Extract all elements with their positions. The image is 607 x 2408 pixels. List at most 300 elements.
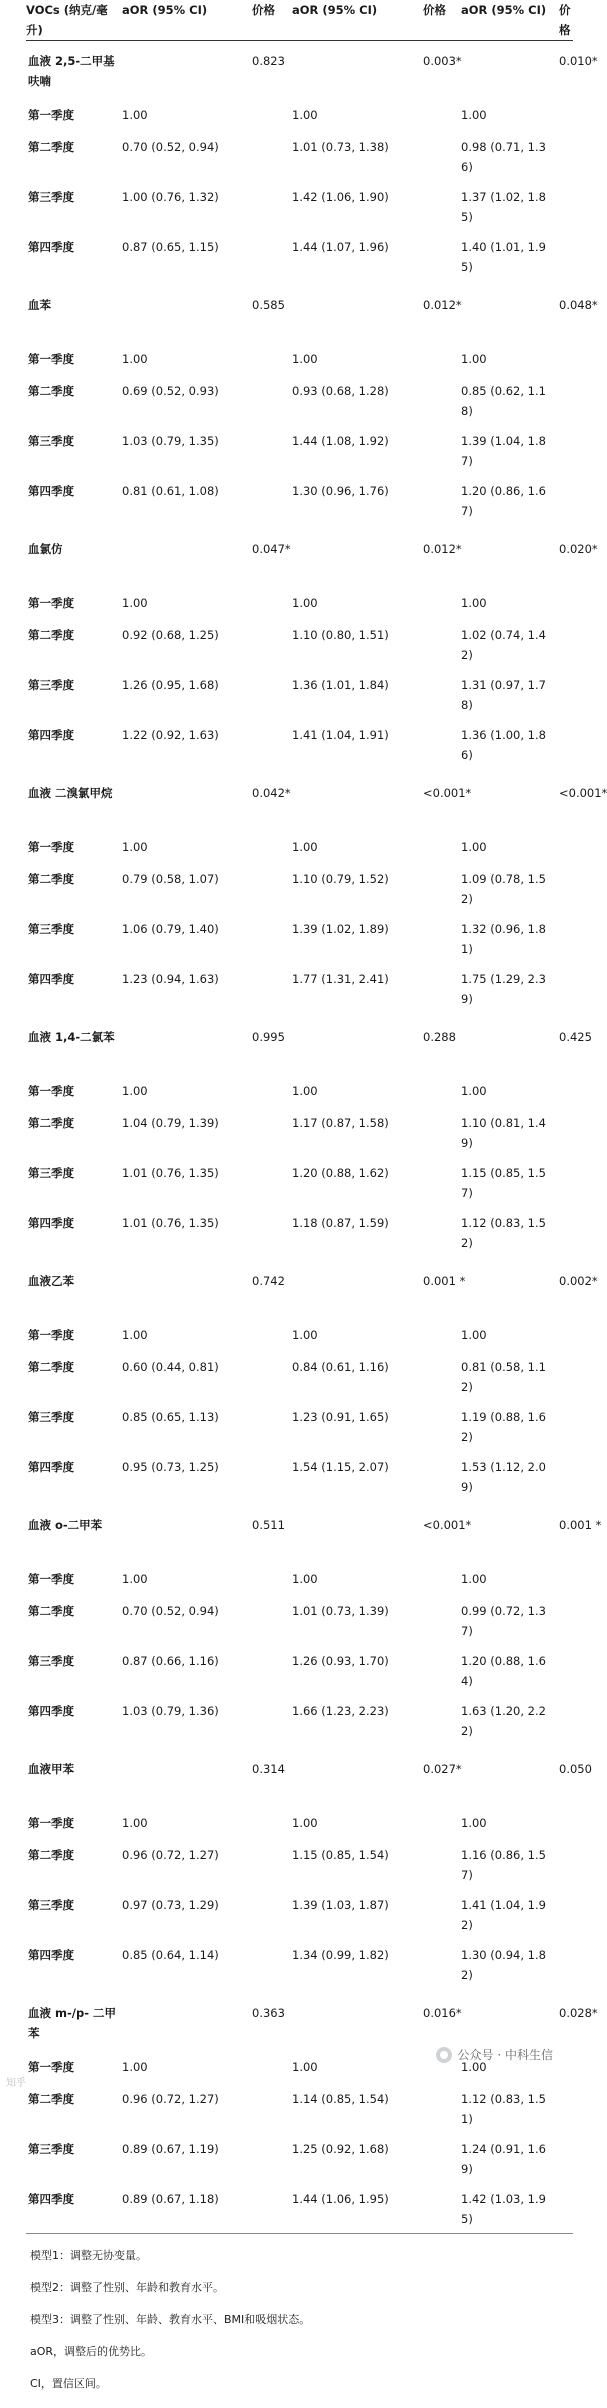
- empty-cell: [423, 1323, 461, 1355]
- empty-cell: [252, 1323, 292, 1355]
- aor-model2: 1.00: [292, 1816, 318, 1830]
- empty-cell: [559, 135, 573, 185]
- empty-cell: [122, 529, 252, 591]
- p-value-model1: 0.363: [252, 2006, 285, 2020]
- aor-model1: 0.69 (0.52, 0.93): [122, 384, 219, 398]
- empty-cell: [122, 1749, 252, 1811]
- quartile-label: 第三季度: [28, 922, 74, 936]
- header-p-model1: 价格: [252, 0, 292, 41]
- aor-model3: 1.00: [461, 1084, 487, 1098]
- aor-model2: 1.23 (0.91, 1.65): [292, 1410, 389, 1424]
- aor-model1: 1.03 (0.79, 1.35): [122, 434, 219, 448]
- empty-cell: [559, 1599, 573, 1649]
- empty-cell: [559, 1811, 573, 1843]
- empty-cell: [461, 529, 559, 591]
- empty-cell: [122, 1261, 252, 1323]
- aor-model1: 0.81 (0.61, 1.08): [122, 484, 219, 498]
- empty-cell: [122, 1017, 252, 1079]
- aor-model1: 1.00: [122, 108, 148, 122]
- quartile-label: 第四季度: [28, 972, 74, 986]
- table-row: [26, 235, 573, 285]
- empty-cell: [559, 967, 573, 1017]
- aor-model2: 1.10 (0.80, 1.51): [292, 628, 389, 642]
- table-row: [26, 379, 573, 429]
- table-row: [26, 429, 573, 479]
- empty-cell: [292, 1261, 423, 1323]
- quartile-label: 第二季度: [28, 1604, 74, 1618]
- table-row: [26, 1355, 573, 1405]
- aor-model3: 0.81 (0.58, 1.12): [461, 1360, 546, 1394]
- aor-model3: 1.00: [461, 1572, 487, 1586]
- aor-model3: 1.37 (1.02, 1.85): [461, 190, 546, 224]
- empty-cell: [559, 2055, 573, 2087]
- aor-model1: 1.03 (0.79, 1.36): [122, 1704, 219, 1718]
- p-value-model2: 0.016*: [423, 2006, 462, 2020]
- group-header-row: [26, 1017, 573, 1079]
- empty-cell: [559, 835, 573, 867]
- note-line: 模型2：调整了性别、年龄和教育水平。: [30, 2281, 224, 2294]
- table-row: [26, 347, 573, 379]
- compound-label: 血液 2,5-二甲基呋喃: [28, 54, 115, 88]
- empty-cell: [559, 2087, 573, 2137]
- watermark: [436, 2046, 553, 2063]
- quartile-label: 第二季度: [28, 384, 74, 398]
- p-value-model1: 0.047*: [252, 542, 291, 556]
- quartile-label: 第二季度: [28, 628, 74, 642]
- empty-cell: [252, 2137, 292, 2187]
- header-p-model3: 价格: [559, 0, 573, 41]
- empty-cell: [423, 1699, 461, 1749]
- empty-cell: [423, 1111, 461, 1161]
- header-vocs: VOCs (纳克/毫升): [26, 0, 122, 41]
- quartile-label: 第三季度: [28, 1166, 74, 1180]
- empty-cell: [559, 185, 573, 235]
- empty-cell: [252, 1405, 292, 1455]
- watermark-left: 知乎: [6, 2078, 26, 2089]
- quartile-label: 第一季度: [28, 596, 74, 610]
- empty-cell: [292, 285, 423, 347]
- note-line: CI，置信区间。: [30, 2377, 107, 2390]
- aor-model3: 1.12 (0.83, 1.51): [461, 2092, 546, 2126]
- aor-model2: 1.00: [292, 1328, 318, 1342]
- table-row: [26, 867, 573, 917]
- empty-cell: [461, 773, 559, 835]
- aor-model3: 1.31 (0.97, 1.78): [461, 678, 546, 712]
- quartile-label: 第一季度: [28, 2060, 74, 2074]
- aor-model2: 1.25 (0.92, 1.68): [292, 2142, 389, 2156]
- aor-model2: 1.00: [292, 1572, 318, 1586]
- aor-model3: 1.00: [461, 596, 487, 610]
- quartile-label: 第三季度: [28, 434, 74, 448]
- quartile-label: 第四季度: [28, 1704, 74, 1718]
- compound-label: 血液 o-二甲苯: [28, 1518, 103, 1532]
- table-row: [26, 591, 573, 623]
- empty-cell: [292, 773, 423, 835]
- aor-model1: 0.85 (0.64, 1.14): [122, 1948, 219, 1962]
- empty-cell: [423, 1161, 461, 1211]
- aor-model2: 1.01 (0.73, 1.39): [292, 1604, 389, 1618]
- empty-cell: [559, 867, 573, 917]
- aor-model2: 1.14 (0.85, 1.54): [292, 2092, 389, 2106]
- group-header-row: [26, 1505, 573, 1567]
- aor-model3: 1.12 (0.83, 1.52): [461, 1216, 546, 1250]
- p-value-model3: 0.010*: [559, 54, 598, 68]
- aor-model3: 1.20 (0.88, 1.64): [461, 1654, 546, 1688]
- aor-model2: 1.66 (1.23, 2.23): [292, 1704, 389, 1718]
- empty-cell: [423, 1079, 461, 1111]
- quartile-label: 第二季度: [28, 2092, 74, 2106]
- aor-model1: 0.87 (0.66, 1.16): [122, 1654, 219, 1668]
- quartile-label: 第三季度: [28, 678, 74, 692]
- quartile-label: 第一季度: [28, 840, 74, 854]
- aor-model2: 1.18 (0.87, 1.59): [292, 1216, 389, 1230]
- table-row: [26, 835, 573, 867]
- aor-model1: 0.96 (0.72, 1.27): [122, 1848, 219, 1862]
- empty-cell: [559, 2137, 573, 2187]
- compound-label: 血氯仿: [28, 542, 63, 556]
- aor-model2: 1.17 (0.87, 1.58): [292, 1116, 389, 1130]
- empty-cell: [423, 867, 461, 917]
- empty-cell: [252, 835, 292, 867]
- table-header-row: [26, 0, 573, 41]
- empty-cell: [423, 1893, 461, 1943]
- empty-cell: [252, 479, 292, 529]
- header-aor-model2: aOR (95% CI): [292, 0, 423, 41]
- empty-cell: [461, 285, 559, 347]
- aor-model3: 1.09 (0.78, 1.52): [461, 872, 546, 906]
- empty-cell: [559, 103, 573, 135]
- empty-cell: [252, 1455, 292, 1505]
- aor-model2: 1.34 (0.99, 1.82): [292, 1948, 389, 1962]
- header-p-model2: 价格: [423, 0, 461, 41]
- aor-model1: 1.26 (0.95, 1.68): [122, 678, 219, 692]
- aor-model1: 1.00 (0.76, 1.32): [122, 190, 219, 204]
- p-value-model3: 0.028*: [559, 2006, 598, 2020]
- empty-cell: [292, 1505, 423, 1567]
- empty-cell: [252, 429, 292, 479]
- aor-model1: 1.23 (0.94, 1.63): [122, 972, 219, 986]
- table-row: [26, 1843, 573, 1893]
- aor-model1: 1.00: [122, 352, 148, 366]
- empty-cell: [461, 1017, 559, 1079]
- empty-cell: [559, 1161, 573, 1211]
- p-value-model2: <0.001*: [423, 1518, 472, 1532]
- aor-model1: 0.92 (0.68, 1.25): [122, 628, 219, 642]
- p-value-model1: 0.314: [252, 1762, 285, 1776]
- empty-cell: [423, 1843, 461, 1893]
- empty-cell: [122, 41, 252, 104]
- empty-cell: [252, 1111, 292, 1161]
- empty-cell: [423, 185, 461, 235]
- table-row: [26, 623, 573, 673]
- p-value-model3: 0.048*: [559, 298, 598, 312]
- empty-cell: [122, 285, 252, 347]
- quartile-label: 第四季度: [28, 1948, 74, 1962]
- empty-cell: [252, 235, 292, 285]
- aor-model3: 1.02 (0.74, 1.42): [461, 628, 546, 662]
- p-value-model3: 0.001 *: [559, 1518, 602, 1532]
- aor-model2: 1.44 (1.07, 1.96): [292, 240, 389, 254]
- empty-cell: [423, 2087, 461, 2137]
- empty-cell: [559, 917, 573, 967]
- aor-model1: 0.60 (0.44, 0.81): [122, 1360, 219, 1374]
- table-row: [26, 1699, 573, 1749]
- empty-cell: [252, 1567, 292, 1599]
- quartile-label: 第三季度: [28, 1410, 74, 1424]
- table-row: [26, 2187, 573, 2234]
- aor-model3: 1.63 (1.20, 2.22): [461, 1704, 546, 1738]
- empty-cell: [559, 1649, 573, 1699]
- empty-cell: [292, 1993, 423, 2055]
- empty-cell: [559, 379, 573, 429]
- wechat-logo-icon: [436, 2047, 452, 2063]
- table-row: [26, 723, 573, 773]
- empty-cell: [252, 1211, 292, 1261]
- aor-model2: 1.01 (0.73, 1.38): [292, 140, 389, 154]
- table-row: [26, 103, 573, 135]
- aor-model1: 0.97 (0.73, 1.29): [122, 1898, 219, 1912]
- quartile-label: 第二季度: [28, 140, 74, 154]
- aor-model3: 1.42 (1.03, 1.95): [461, 2192, 546, 2226]
- p-value-model1: 0.585: [252, 298, 285, 312]
- empty-cell: [122, 1993, 252, 2055]
- empty-cell: [423, 2187, 461, 2234]
- table-row: [26, 1079, 573, 1111]
- empty-cell: [252, 1355, 292, 1405]
- quartile-label: 第三季度: [28, 2142, 74, 2156]
- empty-cell: [252, 1843, 292, 1893]
- empty-cell: [122, 773, 252, 835]
- group-header-row: [26, 529, 573, 591]
- aor-model1: 0.70 (0.52, 0.94): [122, 1604, 219, 1618]
- table-row: [26, 1943, 573, 1993]
- empty-cell: [559, 1405, 573, 1455]
- watermark-text: 公众号 · 中科生信: [457, 2048, 553, 2062]
- quartile-label: 第一季度: [28, 1084, 74, 1098]
- quartile-label: 第四季度: [28, 240, 74, 254]
- table-row: [26, 1599, 573, 1649]
- empty-cell: [252, 1943, 292, 1993]
- quartile-label: 第四季度: [28, 2192, 74, 2206]
- empty-cell: [461, 1505, 559, 1567]
- table-row: [26, 1405, 573, 1455]
- aor-model1: 0.89 (0.67, 1.19): [122, 2142, 219, 2156]
- results-table: [26, 0, 607, 2234]
- empty-cell: [252, 103, 292, 135]
- table-row: [26, 185, 573, 235]
- aor-model1: 0.79 (0.58, 1.07): [122, 872, 219, 886]
- aor-model1: 1.00: [122, 840, 148, 854]
- empty-cell: [252, 623, 292, 673]
- empty-cell: [559, 673, 573, 723]
- aor-model1: 1.22 (0.92, 1.63): [122, 728, 219, 742]
- compound-label: 血液甲苯: [28, 1762, 74, 1776]
- table-row: [26, 479, 573, 529]
- empty-cell: [559, 1455, 573, 1505]
- empty-cell: [252, 673, 292, 723]
- aor-model1: 0.95 (0.73, 1.25): [122, 1460, 219, 1474]
- aor-model1: 0.96 (0.72, 1.27): [122, 2092, 219, 2106]
- empty-cell: [559, 2187, 573, 2234]
- aor-model2: 1.20 (0.88, 1.62): [292, 1166, 389, 1180]
- empty-cell: [423, 723, 461, 773]
- aor-model2: 0.93 (0.68, 1.28): [292, 384, 389, 398]
- empty-cell: [252, 1811, 292, 1843]
- quartile-label: 第四季度: [28, 1460, 74, 1474]
- empty-cell: [559, 723, 573, 773]
- empty-cell: [423, 1211, 461, 1261]
- p-value-model2: <0.001*: [423, 786, 472, 800]
- empty-cell: [423, 1405, 461, 1455]
- quartile-label: 第一季度: [28, 1572, 74, 1586]
- empty-cell: [423, 235, 461, 285]
- compound-label: 血苯: [28, 298, 51, 312]
- quartile-label: 第二季度: [28, 1360, 74, 1374]
- aor-model2: 1.10 (0.79, 1.52): [292, 872, 389, 886]
- empty-cell: [423, 835, 461, 867]
- aor-model2: 1.77 (1.31, 2.41): [292, 972, 389, 986]
- aor-model2: 1.26 (0.93, 1.70): [292, 1654, 389, 1668]
- aor-model1: 0.87 (0.65, 1.15): [122, 240, 219, 254]
- aor-model3: 1.16 (0.86, 1.57): [461, 1848, 546, 1882]
- empty-cell: [122, 1505, 252, 1567]
- empty-cell: [252, 591, 292, 623]
- aor-model3: 1.30 (0.94, 1.82): [461, 1948, 546, 1982]
- aor-model3: 1.10 (0.81, 1.49): [461, 1116, 546, 1150]
- empty-cell: [423, 917, 461, 967]
- quartile-label: 第二季度: [28, 872, 74, 886]
- aor-model1: 1.00: [122, 1572, 148, 1586]
- empty-cell: [559, 429, 573, 479]
- group-header-row: [26, 285, 573, 347]
- aor-model3: 1.00: [461, 2060, 487, 2074]
- empty-cell: [559, 1943, 573, 1993]
- empty-cell: [252, 185, 292, 235]
- p-value-model3: 0.050: [559, 1762, 592, 1776]
- header-aor-model1: aOR (95% CI): [122, 0, 252, 41]
- table-row: [26, 1567, 573, 1599]
- aor-model2: 1.41 (1.04, 1.91): [292, 728, 389, 742]
- empty-cell: [423, 1567, 461, 1599]
- p-value-model1: 0.823: [252, 54, 285, 68]
- compound-label: 血液 二溴氯甲烷: [28, 786, 113, 800]
- aor-model3: 1.00: [461, 1328, 487, 1342]
- aor-model1: 1.00: [122, 1084, 148, 1098]
- p-value-model3: 0.425: [559, 1030, 592, 1044]
- empty-cell: [252, 347, 292, 379]
- empty-cell: [252, 1649, 292, 1699]
- note-line: 模型1：调整无协变量。: [30, 2249, 147, 2262]
- aor-model2: 1.44 (1.08, 1.92): [292, 434, 389, 448]
- empty-cell: [252, 379, 292, 429]
- empty-cell: [423, 967, 461, 1017]
- aor-model1: 1.01 (0.76, 1.35): [122, 1216, 219, 1230]
- empty-cell: [559, 1111, 573, 1161]
- p-value-model1: 0.042*: [252, 786, 291, 800]
- aor-model3: 1.20 (0.86, 1.67): [461, 484, 546, 518]
- empty-cell: [252, 967, 292, 1017]
- p-value-model2: 0.012*: [423, 298, 462, 312]
- p-value-model2: 0.288: [423, 1030, 456, 1044]
- aor-model2: 1.36 (1.01, 1.84): [292, 678, 389, 692]
- quartile-label: 第四季度: [28, 484, 74, 498]
- p-value-model3: 0.020*: [559, 542, 598, 556]
- aor-model1: 1.00: [122, 1328, 148, 1342]
- empty-cell: [559, 1699, 573, 1749]
- table-row: [26, 1455, 573, 1505]
- empty-cell: [423, 479, 461, 529]
- p-value-model2: 0.012*: [423, 542, 462, 556]
- quartile-label: 第四季度: [28, 728, 74, 742]
- empty-cell: [559, 479, 573, 529]
- p-value-model3: <0.001*: [559, 786, 607, 800]
- empty-cell: [252, 723, 292, 773]
- aor-model2: 1.00: [292, 596, 318, 610]
- empty-cell: [252, 2187, 292, 2234]
- compound-label: 血液乙苯: [28, 1274, 74, 1288]
- empty-cell: [423, 135, 461, 185]
- aor-model2: 1.00: [292, 352, 318, 366]
- compound-label: 血液 1,4-二氯苯: [28, 1030, 115, 1044]
- table-notes: [30, 2248, 550, 2408]
- empty-cell: [559, 1355, 573, 1405]
- empty-cell: [559, 1567, 573, 1599]
- table-row: [26, 1111, 573, 1161]
- aor-model1: 1.06 (0.79, 1.40): [122, 922, 219, 936]
- empty-cell: [252, 2087, 292, 2137]
- aor-model2: 1.39 (1.03, 1.87): [292, 1898, 389, 1912]
- p-value-model1: 0.742: [252, 1274, 285, 1288]
- empty-cell: [292, 529, 423, 591]
- empty-cell: [423, 429, 461, 479]
- aor-model2: 1.00: [292, 1084, 318, 1098]
- empty-cell: [423, 379, 461, 429]
- aor-model2: 1.00: [292, 2060, 318, 2074]
- p-value-model2: 0.003*: [423, 54, 462, 68]
- aor-model3: 1.00: [461, 352, 487, 366]
- table-row: [26, 2087, 573, 2137]
- empty-cell: [423, 347, 461, 379]
- aor-model1: 1.00: [122, 1816, 148, 1830]
- group-header-row: [26, 773, 573, 835]
- table-row: [26, 917, 573, 967]
- note-line: aOR，调整后的优势比。: [30, 2345, 153, 2358]
- table-row: [26, 967, 573, 1017]
- table-row: [26, 1211, 573, 1261]
- aor-model3: 1.75 (1.29, 2.39): [461, 972, 546, 1006]
- group-header-row: [26, 41, 573, 104]
- aor-model1: 0.70 (0.52, 0.94): [122, 140, 219, 154]
- aor-model1: 0.85 (0.65, 1.13): [122, 1410, 219, 1424]
- aor-model3: 0.99 (0.72, 1.37): [461, 1604, 546, 1638]
- quartile-label: 第一季度: [28, 352, 74, 366]
- quartile-label: 第一季度: [28, 1816, 74, 1830]
- empty-cell: [461, 1749, 559, 1811]
- empty-cell: [252, 1893, 292, 1943]
- table-row: [26, 135, 573, 185]
- p-value-model3: 0.002*: [559, 1274, 598, 1288]
- group-header-row: [26, 1749, 573, 1811]
- group-header-row: [26, 1261, 573, 1323]
- table-row: [26, 1893, 573, 1943]
- aor-model2: 1.15 (0.85, 1.54): [292, 1848, 389, 1862]
- table-row: [26, 1161, 573, 1211]
- aor-model2: 1.00: [292, 840, 318, 854]
- p-value-model2: 0.001 *: [423, 1274, 466, 1288]
- aor-model3: 1.24 (0.91, 1.69): [461, 2142, 546, 2176]
- aor-model3: 1.36 (1.00, 1.86): [461, 728, 546, 762]
- aor-model3: 1.53 (1.12, 2.09): [461, 1460, 546, 1494]
